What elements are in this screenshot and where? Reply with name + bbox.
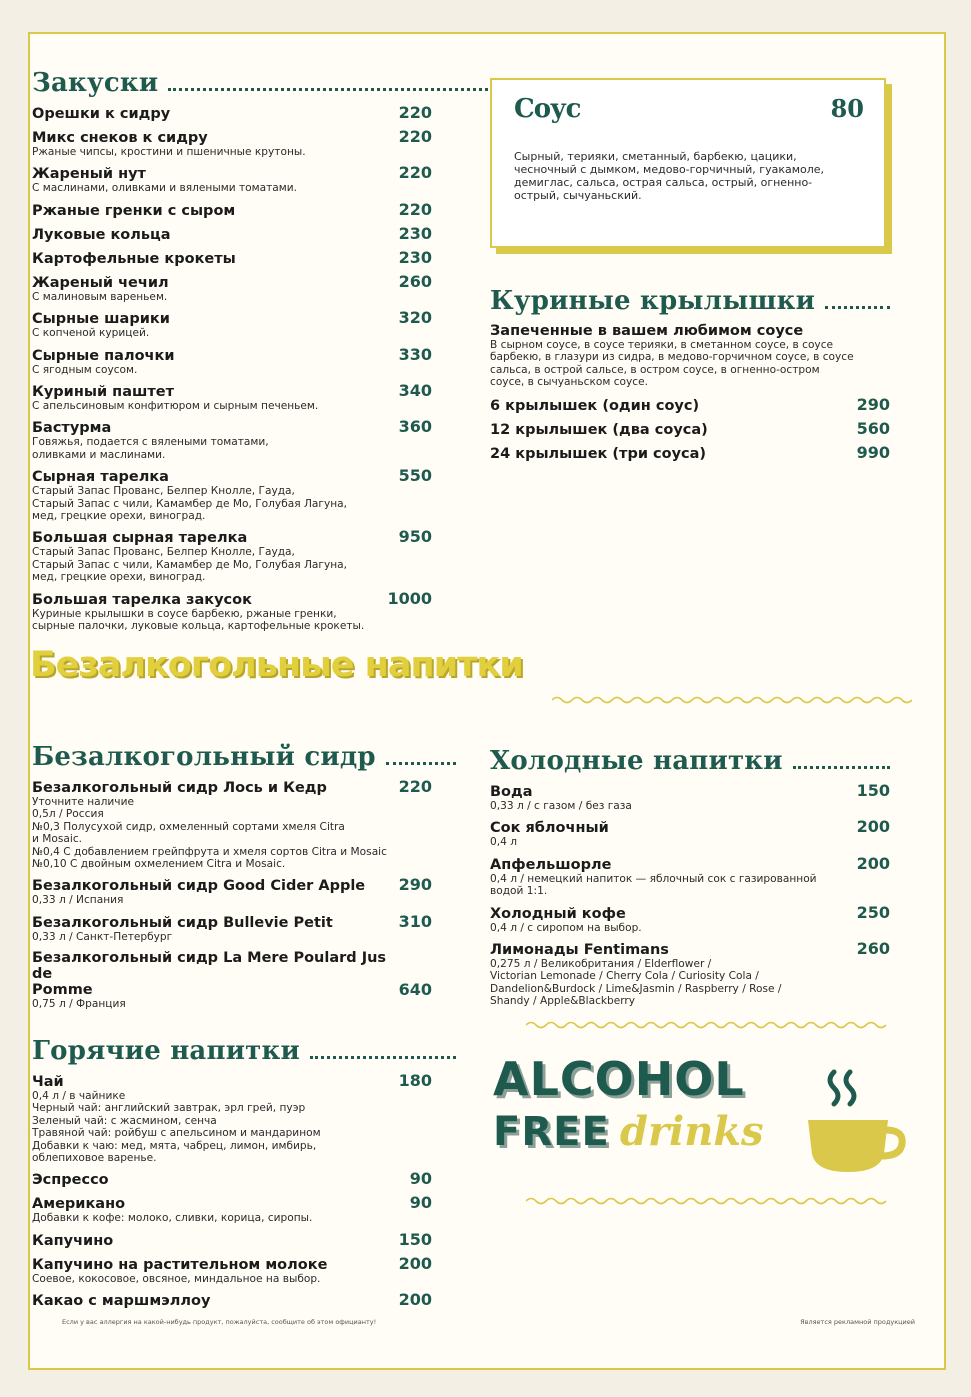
menu-item-row (32, 529, 432, 546)
menu-item-name: Бастурма (32, 420, 112, 437)
wings-dots (825, 306, 890, 309)
menu-item (32, 877, 432, 906)
menu-item-desc: С малиновым вареньем. (32, 290, 168, 303)
menu-item-name: Апфельшорле (490, 856, 612, 873)
menu-item-row (32, 310, 432, 327)
menu-item-row (32, 344, 432, 364)
menu-item-row (32, 877, 432, 894)
menu-item-row (490, 941, 890, 958)
menu-item-name: 12 крылышек (два соуса) (490, 421, 708, 438)
menu-item-price: 150 (856, 781, 890, 800)
menu-item-row (32, 911, 432, 931)
menu-item-row (32, 247, 432, 267)
sauce-title: Соус (514, 94, 581, 124)
cold-section (490, 746, 890, 1015)
menu-item-name: Луковые кольца (32, 226, 171, 243)
cold-header (490, 746, 890, 776)
menu-item-price: 220 (398, 163, 432, 183)
cold-title: Холодные напитки (490, 746, 783, 776)
soft-drinks-title: Безалкогольные напитки (30, 645, 523, 685)
menu-item-row (32, 199, 432, 219)
promo-drinks: drinks (620, 1108, 764, 1155)
cider-list (32, 779, 432, 1011)
menu-item (32, 223, 432, 243)
footer-allergy-note: Если у вас аллергия на какой-нибудь продукт, пожалуйста, сообщите об этом официанту! (62, 1318, 377, 1326)
menu-item-name: Чай (32, 1074, 64, 1090)
menu-item-name: Большая тарелка закусок (32, 591, 252, 608)
promo-free: FREE (493, 1109, 610, 1155)
sauce-header (514, 94, 864, 124)
menu-item-desc: С копченой курицей. (32, 327, 150, 340)
menu-item-row (32, 588, 432, 608)
menu-item (490, 941, 890, 1008)
menu-item-price: 360 (398, 417, 432, 437)
menu-item-name: Эспрессо (32, 1172, 109, 1189)
footer-ad-note: Является рекламной продукцией (800, 1318, 915, 1326)
menu-item-row (32, 165, 432, 182)
menu-item (32, 1229, 432, 1249)
menu-item-desc: С апельсиновым конфитюром и сырным печеньем. (32, 400, 319, 413)
menu-item (32, 1073, 432, 1164)
menu-item-price: 220 (398, 127, 432, 146)
menu-item-price: 200 (398, 1253, 432, 1273)
menu-item-row (32, 779, 432, 796)
menu-item-row (490, 418, 890, 438)
menu-item-desc: 0,4 л / с сиропом на выбор. (490, 921, 642, 934)
menu-item-price: 250 (856, 902, 890, 922)
menu-item-row (490, 853, 890, 873)
menu-item-name: Капучино на растительном молоке (32, 1256, 328, 1273)
sauce-box (490, 78, 886, 248)
menu-item-desc: С ягодным соусом. (32, 363, 138, 376)
menu-item-name: Безалкогольный сидр Лось и Кедр (32, 780, 327, 796)
menu-item-desc: 0,275 л / Великобритания / Elderflower / Victorian Lemonade / Cherry Cola / Curiosity Cola / Dandelion&Burdock / Lime&Jasmin / Raspberry / Rose / Shandy / Apple&Blackberry (490, 958, 782, 1008)
menu-item (490, 853, 890, 898)
menu-item (490, 819, 890, 848)
menu-item-desc: 0,4 л / в чайнике Черный чай: английский завтрак, эрл грей, пуэр Зеленый чай: с жасмином, сенча Травяной чай: ройбуш с апельсином и мандарином Добавки к чаю: мед, мята, чабрец, лимон, имбирь, облепиховое варенье. (32, 1090, 321, 1165)
menu-item-row (32, 1229, 432, 1249)
menu-item-row (32, 129, 432, 146)
menu-item-desc: 0,4 л (490, 836, 517, 849)
menu-item-price: 290 (398, 875, 432, 895)
snacks-section (32, 68, 432, 640)
menu-item-price: 550 (398, 466, 432, 486)
menu-item-row (490, 819, 890, 836)
menu-item (32, 1292, 432, 1309)
menu-item-price: 310 (398, 911, 432, 931)
menu-item-name: Безалкогольный сидр Good Cider Apple (32, 878, 366, 895)
menu-item-desc: 0,33 л / Испания (32, 894, 124, 907)
menu-item-row (490, 394, 890, 414)
menu-item-row (32, 468, 432, 485)
menu-item-name: Вода (490, 784, 533, 800)
menu-item (32, 247, 432, 267)
menu-item-price: 200 (856, 817, 890, 837)
menu-item-price: 90 (409, 1169, 432, 1189)
cider-header (32, 742, 432, 772)
menu-item (32, 105, 432, 122)
menu-item-row (32, 1253, 432, 1273)
menu-item (490, 783, 890, 812)
menu-item-price: 200 (856, 853, 890, 873)
menu-item-row (32, 419, 432, 436)
menu-item-row (32, 223, 432, 243)
menu-item-name: Сырные палочки (32, 347, 175, 364)
menu-item (32, 779, 432, 870)
menu-item (490, 418, 890, 438)
menu-item-price: 260 (856, 939, 890, 959)
menu-item-price: 1000 (387, 588, 432, 608)
menu-item (490, 394, 890, 414)
menu-item-name: Жареный нут (32, 166, 146, 183)
menu-item-price: 220 (398, 777, 432, 796)
wings-intro-name: Запеченные в вашем любимом соусе (490, 323, 804, 339)
menu-item (32, 129, 432, 158)
menu-item (490, 442, 890, 462)
menu-item (32, 588, 432, 633)
menu-item-price: 320 (398, 308, 432, 328)
menu-item-price: 220 (398, 103, 432, 122)
cup-icon (800, 1068, 910, 1183)
soft-drinks-wave (552, 695, 912, 705)
menu-item-name: 24 крылышек (три соуса) (490, 445, 707, 462)
menu-item-price: 220 (398, 199, 432, 219)
menu-item (32, 419, 432, 461)
cider-section (32, 742, 432, 1018)
menu-item-desc: 0,4 л / немецкий напиток — яблочный сок с газированной водой 1:1. (490, 872, 817, 898)
menu-item-row (490, 442, 890, 462)
menu-item-price: 230 (398, 247, 432, 267)
menu-item (32, 271, 432, 303)
alcohol-free-promo (490, 1014, 890, 1184)
menu-item-desc: Ржаные чипсы, кростини и пшеничные крутоны. (32, 146, 306, 158)
menu-item-name: Лимонады Fentimans (490, 942, 669, 959)
menu-item-name: Капучино (32, 1232, 114, 1249)
hot-section (32, 1036, 432, 1316)
hot-header (32, 1036, 432, 1066)
menu-item-price: 560 (856, 418, 890, 438)
menu-item-row (32, 271, 432, 291)
menu-item-row (32, 1195, 432, 1212)
menu-item-name: Американо (32, 1196, 126, 1213)
snacks-title: Закуски (32, 68, 159, 98)
wings-header (490, 286, 890, 316)
cold-list (490, 783, 890, 1008)
promo-wave-bottom (526, 1196, 890, 1206)
menu-item-row (490, 783, 890, 800)
menu-item-row (32, 1292, 432, 1309)
menu-item (32, 344, 432, 376)
menu-item (32, 165, 432, 194)
menu-item-name: Сырная тарелка (32, 469, 169, 486)
menu-item-price: 230 (398, 223, 432, 243)
menu-item-name: Орешки к сидру (32, 106, 171, 122)
menu-item-desc: Старый Запас Прованс, Белпер Кнолле, Гауда, Старый Запас с чили, Камамбер де Мо, Голубая Лагуна, мед, грецкие орехи, виноград. (32, 485, 348, 523)
menu-item-name: Большая сырная тарелка (32, 530, 248, 547)
cider-dots (386, 762, 456, 765)
menu-item-name: Картофельные крокеты (32, 250, 236, 267)
menu-item-name: Безалкогольный сидр Bullevie Petit (32, 914, 333, 931)
menu-item-row (32, 950, 432, 998)
menu-item-price: 290 (856, 394, 890, 414)
promo-alcohol: ALCOHOL (493, 1052, 745, 1106)
snacks-list (32, 105, 432, 633)
menu-item-price: 340 (398, 381, 432, 401)
menu-item-price: 180 (398, 1071, 432, 1090)
menu-item-name: Ржаные гренки с сыром (32, 202, 236, 219)
menu-item-price: 330 (398, 344, 432, 364)
menu-item-name: Микс снеков к сидру (32, 130, 208, 146)
menu-item-price: 990 (856, 442, 890, 462)
menu-item (32, 199, 432, 219)
menu-item-desc: Куриные крылышки в соусе барбекю, ржаные гренки, сырные палочки, луковые кольца, картофельные крокеты. (32, 607, 365, 633)
menu-item (32, 1171, 432, 1188)
wings-list (490, 394, 890, 462)
menu-item (32, 911, 432, 943)
menu-item-desc: Добавки к кофе: молоко, сливки, корица, сиропы. (32, 1212, 313, 1225)
menu-item (32, 1253, 432, 1285)
menu-item (32, 950, 432, 1010)
menu-item-row (32, 105, 432, 122)
wings-intro (490, 323, 890, 389)
menu-item-price: 200 (398, 1290, 432, 1310)
menu-item-name: Сок яблочный (490, 820, 609, 837)
menu-item-row (32, 1171, 432, 1188)
wings-intro-desc: В сырном соусе, в соусе терияки, в сметанном соусе, в соусе барбекю, в глазури из сидра, в медово-горчичном соусе, в соусе сальса, в острой сальсе, в остром соусе, в огненно-остром соусе, в сычуаньском соусе. (490, 339, 854, 389)
wings-title: Куриные крылышки (490, 286, 816, 316)
promo-wave-top (526, 1020, 890, 1030)
cold-dots (793, 766, 890, 769)
menu-item-price: 950 (398, 527, 432, 547)
menu-item-row (32, 383, 432, 400)
menu-item-desc: Соевое, кокосовое, овсяное, миндальное на выбор. (32, 1272, 321, 1285)
menu-item (32, 310, 432, 339)
cider-title: Безалкогольный сидр (32, 742, 376, 772)
hot-dots (310, 1056, 456, 1059)
menu-item-desc: С маслинами, оливками и вялеными томатами. (32, 182, 298, 195)
menu-item-desc: Старый Запас Прованс, Белпер Кнолле, Гауда, Старый Запас с чили, Камамбер де Мо, Голубая Лагуна, мед, грецкие орехи, виноград. (32, 546, 348, 584)
menu-item-row (490, 902, 890, 922)
menu-item-name: Какао с маршмэллоу (32, 1293, 211, 1310)
menu-item-desc: 0,75 л / Франция (32, 998, 126, 1011)
menu-item-price: 90 (409, 1193, 432, 1213)
menu-item-desc: Говяжья, подается с вялеными томатами, оливками и маслинами. (32, 436, 269, 461)
menu-item-row (32, 1073, 432, 1090)
menu-item-name: Сырные шарики (32, 311, 170, 328)
menu-item-name: Жареный чечил (32, 274, 169, 291)
menu-item-desc: 0,33 л / с газом / без газа (490, 800, 632, 812)
menu-item-name: 6 крылышек (один соус) (490, 397, 700, 414)
menu-item (490, 902, 890, 934)
menu-item-desc: Уточните наличие 0,5л / Россия №0,3 Полусухой сидр, охмеленный сортами хмеля Citra и Mosaic. №0,4 С добавлением грейпфрута и хмеля сортов Citra и Mosaic №0,10 С двойным охмелением Citra и Mosaic. (32, 796, 387, 871)
menu-item (32, 468, 432, 522)
sauce-price: 80 (830, 94, 864, 123)
menu-item-desc: 0,33 л / Санкт-Петербург (32, 930, 173, 943)
menu-item-name: Безалкогольный сидр La Mere Poulard Jus de Pomme (32, 950, 387, 999)
hot-list (32, 1073, 432, 1309)
wings-section (490, 286, 890, 469)
menu-item (32, 383, 432, 412)
snacks-header (32, 68, 432, 98)
menu-item-name: Куриный паштет (32, 384, 175, 401)
menu-item (32, 529, 432, 583)
hot-title: Горячие напитки (32, 1036, 300, 1066)
menu-item-price: 150 (398, 1229, 432, 1249)
menu-item-price: 260 (398, 271, 432, 291)
menu-item-name: Холодный кофе (490, 905, 626, 922)
menu-item (32, 1195, 432, 1224)
menu-item-price: 640 (398, 980, 432, 1000)
sauce-desc: Сырный, терияки, сметанный, барбекю, цацики, чесночный с дымком, медово-горчичный, гуакамоле, демиглас, сальса, острая сальса, острый, огненно- острый, сычуаньский. (514, 150, 825, 202)
